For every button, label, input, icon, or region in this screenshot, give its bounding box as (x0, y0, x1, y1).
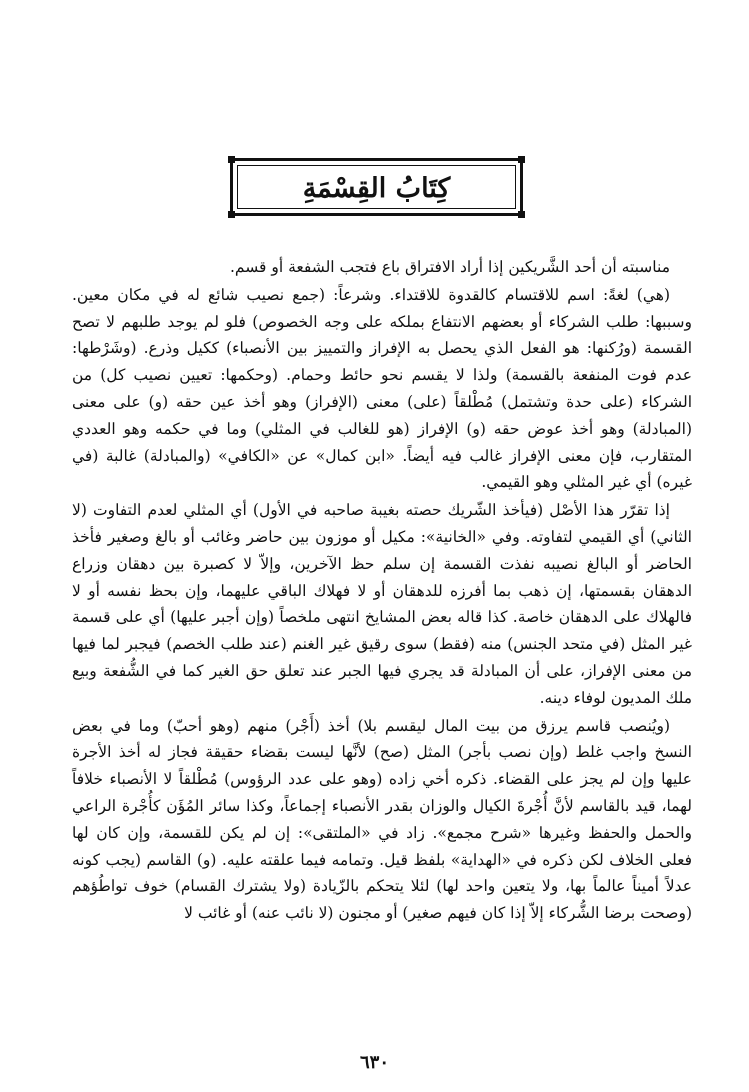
main-text (72, 254, 692, 927)
paragraph-intro: مناسبته أن أحد الشَّريكين إذا أراد الافتراق باع فتجب الشفعة أو قسم. (229, 258, 670, 276)
paragraph-rule: إذا تقرّر هذا الأصْل (فيأخذ الشّريك حصته بغيبة صاحبه في الأول) أي المثلي لعدم التفاوت (لا الثاني) أي القيمي لتفاوته. وفي «الخانية»: مكيل أو موزون بين حاضر وغائب أو بالغ وصغير فأخذ الحاضر أو البالغ نصيبه نفذت القسمة إن سلم حظ الآخرين، وإلاّ لا كصبرة بين دهقان وزراع الدهقان بقسمتها، إن ذهب بما أفرزه للدهقان أو لا فهلاك الباقي عليهما، وإن بحظ نفسه أو لا فالهلاك على الدهقان خاصة. كذا قاله بعض المشايخ انتهى ملخصاً (وإن أجبر عليها) أي على قسمة غير المثل (في متحد الجنس) منه (فقط) سوى رقيق غير الغنم (عند طلب الخصم) فيجبر لما فيها من معنى الإفراز، على أن المبادلة قد يجري فيها الجبر عند تعلق حق الغير كما في الشُّفعة وبيع ملك المديون لوفاء دينه. (72, 501, 692, 707)
page-number: ٦٣٠ (359, 1052, 389, 1073)
paragraph-definition: (هي) لغةً: اسم للاقتسام كالقدوة للاقتداء. وشرعاً: (جمع نصيب شائع له في مكان معين. وسببها: طلب الشركاء أو بعضهم الانتفاع بملكه على وجه الخصوص) فلو لم يوجد طلبهم لا تصح القسمة (ورُكنها: هو الفعل الذي يحصل به الإفراز والتمييز بين الأنصباء) ككيل وذرع. (وشَرْطها: عدم فوت المنفعة بالقسمة) ولذا لا يقسم نحو حائط وحمام. (وحكمها: تعيين نصيب كل) من الشركاء (على حدة وتشتمل) مُطْلقاً (على) معنى (الإفراز) وهو أخذ عين حقه (و) على معنى (المبادلة) وهو أخذ عوض حقه (و) الإفراز (هو للغالب في المثلي) وما في حكمه وهو العددي المتقارب، فإن معنى الإفراز غالب فيه أيضاً. «ابن كمال» عن «الكافي» (والمبادلة) غالبة (في غيره) أي غير المثلي وهو القيمي. (72, 285, 692, 492)
paragraph-divider: (ويُنصب قاسم يرزق من بيت المال ليقسم بلا) أخذ (أَجْر) منهم (وهو أحبّ) وما في بعض النسخ واجب غلط (وإن نصب بأجر) المثل (صح) لأنَّها ليست بقضاء حقيقة فجاز له أخذ الأجرة عليها وإن لم يجز على القضاء. ذكره أخي زاده (وهو على عدد الرؤوس) مُطْلقاً لا الأنصباء خلافاً لهما، قيد بالقاسم لأنَّ أُجْرةَ الكيال والوزان بقدر الأنصباء إجماعاً، وكذا سائر المُؤَن كأُجْرة الراعي والحمل والحفظ وغيرها «شرح مجمع». زاد في «الملتقى»: إن لم يكن للقسمة، وإن كان لها فعلى الخلاف لكن ذكره في «الهداية» بلفظ قيل. وتمامه فيما علقته عليه. (و) القاسم (يجب كونه عدلاً أميناً عالماً بها، ولا يتعين واحد لها) لئلا يتحكم بالزّيادة (ولا يشترك القسام) خوف تواطُؤهم (وصحت برضا الشُّركاء إلاّ إذا كان فيهم صغير) أو مجنون (لا نائب عنه) أو غائب لا (72, 716, 692, 923)
frame-corner-ornament (228, 211, 235, 218)
frame-corner-ornament (228, 156, 235, 163)
chapter-title: كِتَابُ القِسْمَةِ (302, 173, 451, 204)
frame-corner-ornament (518, 211, 525, 218)
frame-corner-ornament (518, 156, 525, 163)
chapter-title-frame (230, 158, 523, 216)
